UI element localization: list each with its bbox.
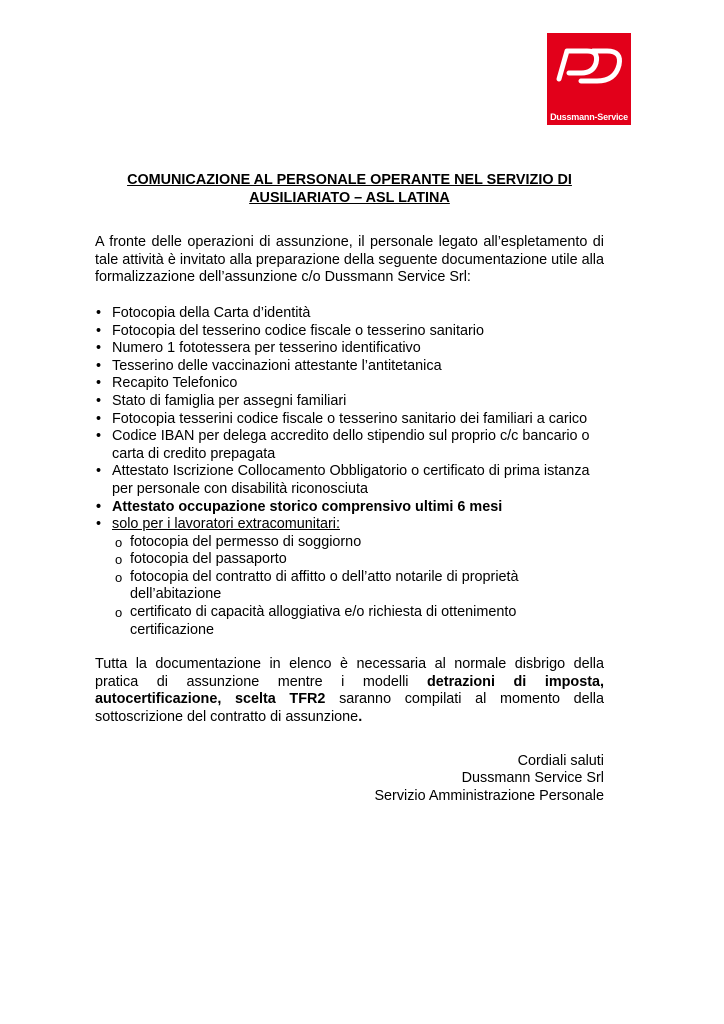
list-item-bold: • Attestato occupazione storico comprensivo ultimi 6 mesi xyxy=(96,498,503,515)
list-item: • Codice IBAN per delega accredito dello stipendio sul proprio c/c bancario o carta di credito prepagata xyxy=(96,428,590,462)
list-item: • Tesserino delle vaccinazioni attestante l’antitetanica xyxy=(96,357,442,374)
bullet-icon: • xyxy=(96,410,102,427)
list-item: • Recapito Telefonico xyxy=(96,375,238,392)
sub-list-item: o fotocopia del passaporto xyxy=(115,551,287,568)
sub-list-item: o fotocopia del permesso di soggiorno xyxy=(115,533,362,550)
bullet-icon: • xyxy=(96,392,102,409)
bullet-icon: • xyxy=(96,463,102,480)
bullet-icon: • xyxy=(96,498,102,515)
greeting: Cordiali saluti xyxy=(517,752,604,769)
list-item: • Attestato Iscrizione Collocamento Obbligatorio o certificato di prima istanza per personale con disabilità riconosciuta xyxy=(96,463,590,497)
circle-bullet-icon: o xyxy=(115,552,123,568)
list-item: • Fotocopia della Carta d’identità xyxy=(96,304,311,321)
bullet-icon: • xyxy=(96,428,102,445)
circle-bullet-icon: o xyxy=(115,569,123,585)
documents-list xyxy=(95,305,604,639)
list-item: • Fotocopia tesserini codice fiscale o tesserino sanitario dei familiari a carico xyxy=(96,410,588,427)
circle-bullet-icon: o xyxy=(115,605,123,621)
closing-paragraph: Tutta la documentazione in elenco è necessaria al normale disbrigo della pratica di assunzione mentre i modelli detrazioni di imposta, autocertificazione, scelta TFR2 saranno compilati al momento della sottoscrizione del contratto di assunzione. xyxy=(95,656,605,726)
intro-paragraph: A fronte delle operazioni di assunzione, il personale legato all’espletamento di tale attività è invitato alla preparazione della seguente documentazione utile alla formalizzazione dell’assunzione c/o Dussmann Service Srl: xyxy=(95,234,604,286)
bullet-icon: • xyxy=(96,375,102,392)
list-item: • Stato di famiglia per assegni familiari xyxy=(96,392,347,409)
logo-text: Dussmann-Service xyxy=(550,112,628,122)
sub-list-item: o certificato di capacità alloggiativa e/o richiesta di ottenimento certificazione xyxy=(115,604,517,638)
circle-bullet-icon: o xyxy=(115,534,123,550)
bullet-icon: • xyxy=(96,516,102,533)
dussmann-pd-logo-icon xyxy=(553,41,625,91)
company-logo xyxy=(547,33,631,125)
list-item: • Numero 1 fototessera per tesserino identificativo xyxy=(96,340,421,357)
bullet-icon: • xyxy=(96,304,102,321)
bullet-icon: • xyxy=(96,340,102,357)
list-item-extracomunitari: • solo per i lavoratori extracomunitari: o fotocopia del permesso di soggiorno o fotocopia del passaporto o fotocopia del contratto di affitto o dell’atto notarile di proprietà dell’abitazione o certificato di capacità alloggiativa e/o richiesta di ottenimento certificazione xyxy=(95,516,604,639)
department-name: Servizio Amministrazione Personale xyxy=(374,787,604,804)
bullet-icon: • xyxy=(96,322,102,339)
sub-list-item: o fotocopia del contratto di affitto o dell’atto notarile di proprietà dell’abitazione xyxy=(115,568,519,603)
document-title: COMUNICAZIONE AL PERSONALE OPERANTE NEL SERVIZIO DI AUSILIARIATO – ASL LATINA xyxy=(127,172,572,206)
signature-block xyxy=(95,753,604,806)
sub-list xyxy=(112,534,604,640)
document-body xyxy=(95,172,604,805)
bullet-icon: • xyxy=(96,357,102,374)
company-name: Dussmann Service Srl xyxy=(461,770,604,787)
list-item: • Fotocopia del tesserino codice fiscale o tesserino sanitario xyxy=(96,322,484,339)
